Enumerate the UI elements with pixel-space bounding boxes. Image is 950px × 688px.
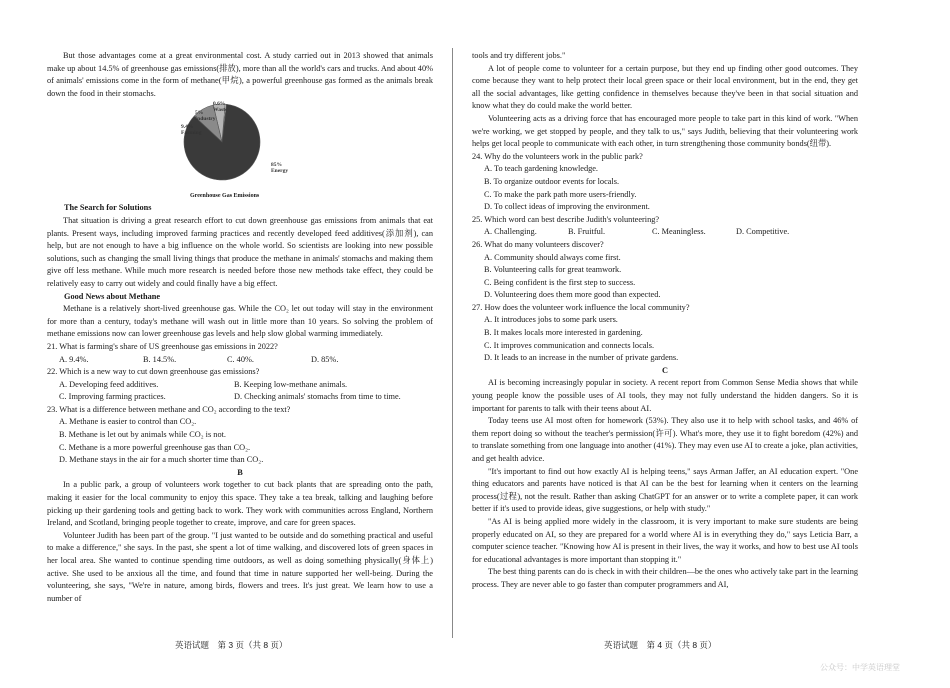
section-letter-c: C	[662, 365, 668, 375]
option[interactable]: C. Improving farming practices.	[59, 392, 166, 402]
label-energy	[271, 162, 288, 174]
question-21-options	[59, 354, 433, 367]
option[interactable]: C. It improves communication and connects locals.	[484, 340, 655, 350]
label-industry-value: 5%	[195, 110, 204, 117]
passage-b-paragraph: Volunteer Judith has been part of the group. "I just wanted to be outside and do something practical and useful to make a difference," she says. In the past, she spent a lot of time walking, and discovered lots of green spaces in her local area. She wanted to continue spending time outdoors, as well as doing something physically(身体上) active. She used to be anxious all the time, and found that time in nature supported her well-being. During the volunteering, she says, "We're in nature, among birds, flowers and trees. It's just great. We learn how to use a number of	[47, 530, 433, 603]
question-21: 21. What is farming's share of US greenhouse gas emissions in 2022?	[47, 341, 278, 351]
passage-a-paragraph: But those advantages come at a great environmental cost. A study carried out in 2013 showed that animals make up about 14.5% of greenhouse gas emissions(排放), more than all the world's cars and trucks. And about 40% of animals' emissions come in the form of methane(甲烷), a powerful greenhouse gas formed as the animals break down the food in their stomachs.	[47, 51, 433, 98]
option[interactable]: B. Fruitful.	[568, 227, 606, 237]
pie-chart-svg	[182, 102, 262, 182]
option[interactable]: D. Volunteering does them more good than expected.	[484, 290, 661, 300]
passage-a-paragraph: Methane is a relatively short-lived greenhouse gas. While the CO₂ let out today will stay in the environment for more than a century, today's methane will wash out in little more than 10 years. So solving the problem of methane emissions now can lower greenhouse gas levels and help slow global warming immediately.	[47, 304, 433, 339]
option[interactable]: D. Methane stays in the air for a much shorter time than CO₂.	[59, 455, 264, 465]
option[interactable]: A. 9.4%.	[59, 354, 89, 364]
passage-b-paragraph: A lot of people come to volunteer for a certain purpose, but they end up finding other good outcomes. They come because they want to help protect their local green space or their local environment, but in the end, they get all the social advantages, like getting confidence in themselves because they've been in that social situation and know what they do could make the world better.	[472, 63, 858, 111]
option[interactable]: B. Volunteering calls for great teamwork.	[484, 265, 622, 275]
passage-c-paragraph: The best thing parents can do is check in with their children—be the ones who actively take part in the learning process. They are never able to go faster than computer programmers and AI,	[472, 567, 858, 589]
question-26: 26. What do many volunteers discover?	[472, 239, 604, 249]
label-industry-name: Industry	[195, 116, 216, 123]
option[interactable]: D. Checking animals' stomachs from time to time.	[234, 392, 401, 402]
section-heading: Good News about Methane	[64, 291, 161, 301]
option[interactable]: B. Keeping low-methane animals.	[234, 379, 348, 389]
option[interactable]: C. Meaningless.	[652, 227, 706, 237]
option[interactable]: B. 14.5%.	[143, 354, 177, 364]
question-22-options-row1	[59, 379, 433, 392]
label-farming	[181, 124, 201, 136]
option[interactable]: A. Developing feed additives.	[59, 379, 159, 389]
option[interactable]: C. Being confident is the first step to success.	[484, 277, 636, 287]
option[interactable]: A. Challenging.	[484, 227, 537, 237]
passage-c-paragraph: Today teens use AI most often for homework (53%). They also use it to help with school tasks, and 46% of them report doing so without the teacher's permission(许可). What's more, they use it to fight boredom (42%) and to translate something from one language into another (41%). They may even use AI to create a joke, plan activities, and get health advice.	[472, 416, 858, 463]
option[interactable]: A. Methane is easier to control than CO₂.	[59, 417, 197, 427]
option[interactable]: C. 40%.	[227, 354, 254, 364]
option[interactable]: A. It introduces jobs to some park users.	[484, 315, 618, 325]
option[interactable]: C. Methane is a more powerful greenhouse gas than CO₂.	[59, 442, 251, 452]
label-farming-value: 9.4%	[181, 124, 194, 131]
label-industry	[195, 110, 215, 122]
label-energy-value: 85%	[271, 162, 282, 169]
passage-c-paragraph: AI is becoming increasingly popular in society. A recent report from Common Sense Media shows that while young people know the possible uses of AI tools, they may not fully understand the hidden dangers. So it is important for parents to talk with their teens about AI.	[472, 378, 858, 413]
passage-c-paragraph: "As AI is being applied more widely in the classroom, it is very important to make sure students are being properly educated on AI, so they are prepared for a world where AI is in everything they do," says Leticia Barr, a computer science teacher. "Knowing how AI is present in their lives, the way it works, and how to best use AI tools for educational advantages is more important than stopping it."	[472, 516, 858, 564]
option[interactable]: A. To teach gardening knowledge.	[484, 164, 599, 174]
option[interactable]: B. It makes locals more interested in gardening.	[484, 328, 643, 338]
section-heading: The Search for Solutions	[64, 203, 152, 213]
question-27: 27. How does the volunteer work influence the local community?	[472, 302, 690, 312]
question-23: 23. What is a difference between methane and CO₂ according to the text?	[47, 404, 291, 414]
label-waste-name: Waste	[213, 107, 228, 114]
right-column	[472, 50, 858, 592]
label-energy-name: Energy	[271, 168, 289, 175]
footer-right-page-number: 英语试题 第 4 页（共 8 页）	[604, 640, 717, 650]
passage-b-paragraph: In a public park, a group of volunteers work together to cut back plants that are spreading onto the path, making it easier for the local community to enjoy this space. They take a tea break, talking and laughing before picking up their gardening tools and getting back to work. They work with communities across England, Northern Ireland, and Scotland, bringing people together to create, improve, and care for green spaces.	[47, 480, 433, 528]
option[interactable]: D. It leads to an increase in the number of private gardens.	[484, 353, 679, 363]
question-22-options-row2	[59, 391, 433, 404]
option[interactable]: D. 85%.	[311, 354, 339, 364]
option[interactable]: C. To make the park path more users-friendly.	[484, 189, 637, 199]
passage-b-paragraph: Volunteering acts as a driving force that has encouraged more people to take part in this kind of work. "When we're working, we get stopped by people, and they talk to us," says Judith, believing that their volunteering work helps get local people to communicate with each other, in turn strengthening those community bonds(纽带).	[472, 113, 858, 149]
passage-a-paragraph: That situation is driving a great research effort to cut down greenhouse gas emissions from animals that eat plants. Present ways, including improved farming practices and recently developed feed additives(添加剂), can help, but are not enough to have a big influence on the whole world. So scientists are looking into new possible solutions, such as changing the small living things that produce the methane in animals' stomachs and making them give off less methane. While much more research is needed before those new methods take effect, they could be relatively easy to carry out widely and could finally have a big effect.	[47, 215, 433, 288]
label-waste-value: 0.6%	[213, 101, 226, 108]
passage-b-continuation: tools and try different jobs."	[472, 51, 566, 60]
column-divider	[452, 48, 453, 638]
left-column	[47, 50, 433, 605]
label-farming-name: Farming	[181, 130, 202, 137]
passage-c-paragraph: "It's important to find out how exactly AI is helping teens," says Arman Jaffer, an AI education expert. "One thing educators and parents have noticed is that AI can be the best for learning when it centers on the learning process(过程), not the result. Rather than asking ChatGPT for an answer or to write a complete paper, it can work better if it's used to provide ideas, give suggestions, or help with study."	[472, 466, 858, 514]
question-24: 24. Why do the volunteers work in the public park?	[472, 151, 643, 161]
question-22: 22. Which is a new way to cut down greenhouse gas emissions?	[47, 367, 260, 377]
footer-left-page-number: 英语试题 第 3 页（共 8 页）	[175, 640, 288, 650]
option[interactable]: A. Community should always come first.	[484, 252, 621, 262]
question-25: 25. Which word can best describe Judith's volunteering?	[472, 214, 660, 224]
watermark: 公众号：中学英语理堂	[820, 663, 900, 672]
section-letter-b: B	[237, 467, 243, 477]
chart-title: Greenhouse Gas Emissions	[190, 193, 260, 200]
pie-chart	[47, 102, 433, 198]
option[interactable]: B. Methane is let out by animals while CO₂ is not.	[59, 430, 226, 440]
question-25-options	[484, 226, 858, 239]
option[interactable]: D. Competitive.	[736, 227, 790, 237]
option[interactable]: D. To collect ideas of improving the environment.	[484, 202, 650, 212]
option[interactable]: B. To organize outdoor events for locals.	[484, 176, 620, 186]
